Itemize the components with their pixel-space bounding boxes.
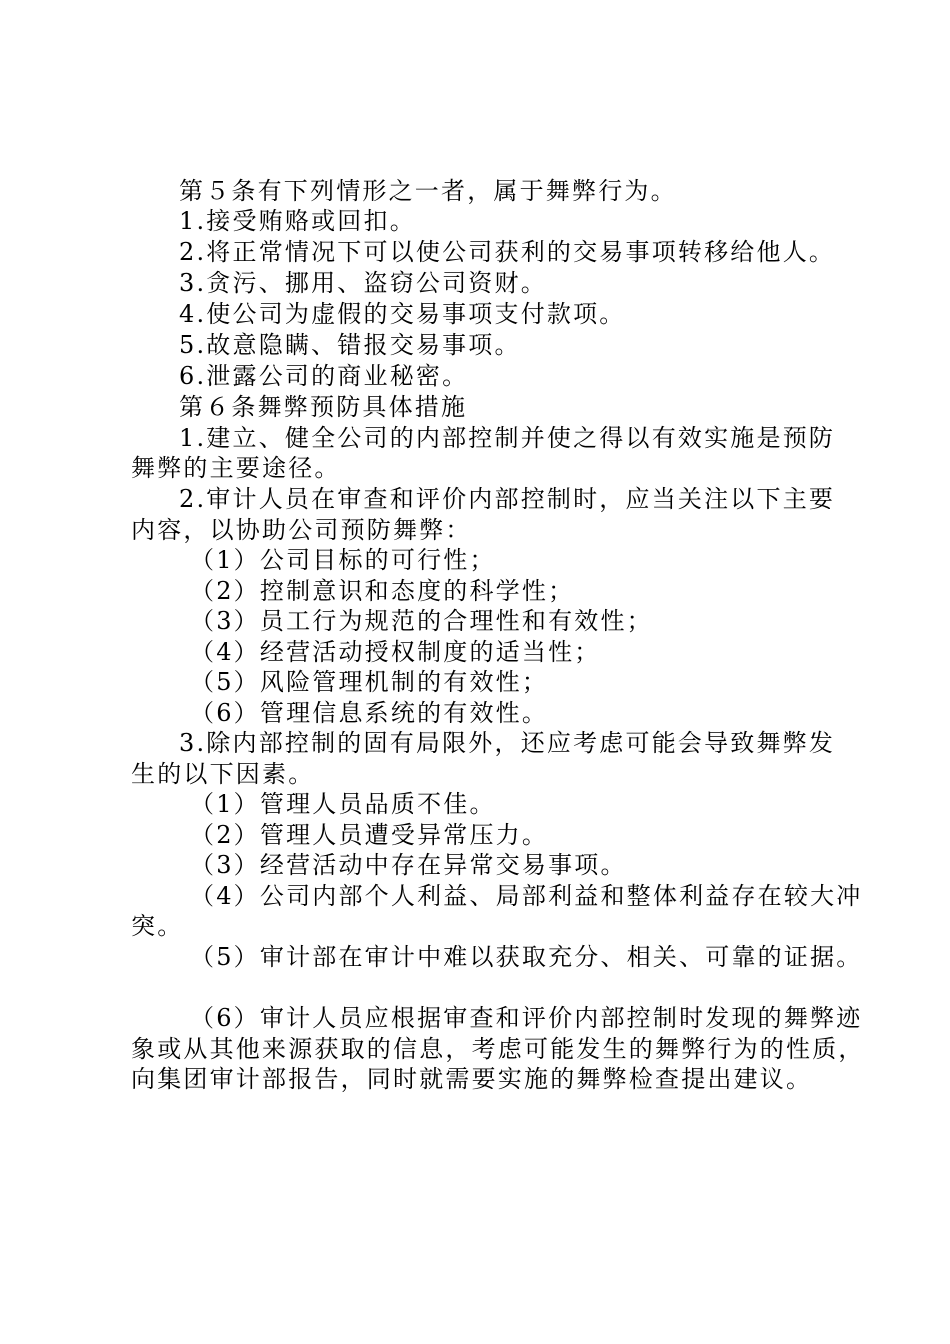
list-item: 1.接受贿赂或回扣。 (179, 207, 416, 235)
sub-item: （5）风险管理机制的有效性； (190, 668, 549, 696)
paragraph-line: 舞弊的主要途径。 (131, 454, 341, 482)
paragraph-line: 2.审计人员在审查和评价内部控制时，应当关注以下主要 (179, 485, 836, 513)
article-6-heading: 第６条舞弊预防具体措施 (179, 393, 468, 421)
article-5-heading: 第５条有下列情形之一者，属于舞弊行为。 (179, 177, 677, 205)
paragraph-line: 向集团审计部报告，同时就需要实施的舞弊检查提出建议。 (131, 1065, 813, 1093)
paragraph-line: 生的以下因素。 (131, 760, 315, 788)
list-item: 6.泄露公司的商业秘密。 (179, 362, 469, 390)
list-item: 4.使公司为虚假的交易事项支付款项。 (179, 300, 626, 328)
list-item: 3.贪污、挪用、盗窃公司资财。 (179, 269, 547, 297)
paragraph-line: 突。 (131, 912, 184, 940)
sub-item: （2）控制意识和态度的科学性； (190, 577, 575, 605)
list-item: 5.故意隐瞒、错报交易事项。 (179, 331, 521, 359)
sub-item: （4）公司内部个人利益、局部利益和整体利益存在较大冲 (190, 882, 863, 910)
paragraph-line: 3.除内部控制的固有局限外，还应考虑可能会导致舞弊发 (179, 729, 836, 757)
sub-item: （3）员工行为规范的合理性和有效性； (190, 607, 653, 635)
sub-item: （3）经营活动中存在异常交易事项。 (190, 851, 627, 879)
sub-item: （6）管理信息系统的有效性。 (190, 699, 549, 727)
sub-item: （6）审计人员应根据审查和评价内部控制时发现的舞弊迹 (190, 1004, 863, 1032)
sub-item: （1）公司目标的可行性； (190, 546, 496, 574)
sub-item: （4）经营活动授权制度的适当性； (190, 638, 601, 666)
sub-item: （2）管理人员遭受异常压力。 (190, 821, 549, 849)
paragraph-line: 内容，以协助公司预防舞弊： (131, 516, 472, 544)
paragraph-line: 1.建立、健全公司的内部控制并使之得以有效实施是预防 (179, 424, 836, 452)
sub-item: （5）审计部在审计中难以获取充分、相关、可靠的证据。 (190, 943, 863, 971)
sub-item: （1）管理人员品质不佳。 (190, 790, 496, 818)
paragraph-line: 象或从其他来源获取的信息，考虑可能发生的舞弊行为的性质， (131, 1035, 865, 1063)
list-item: 2.将正常情况下可以使公司获利的交易事项转移给他人。 (179, 238, 836, 266)
